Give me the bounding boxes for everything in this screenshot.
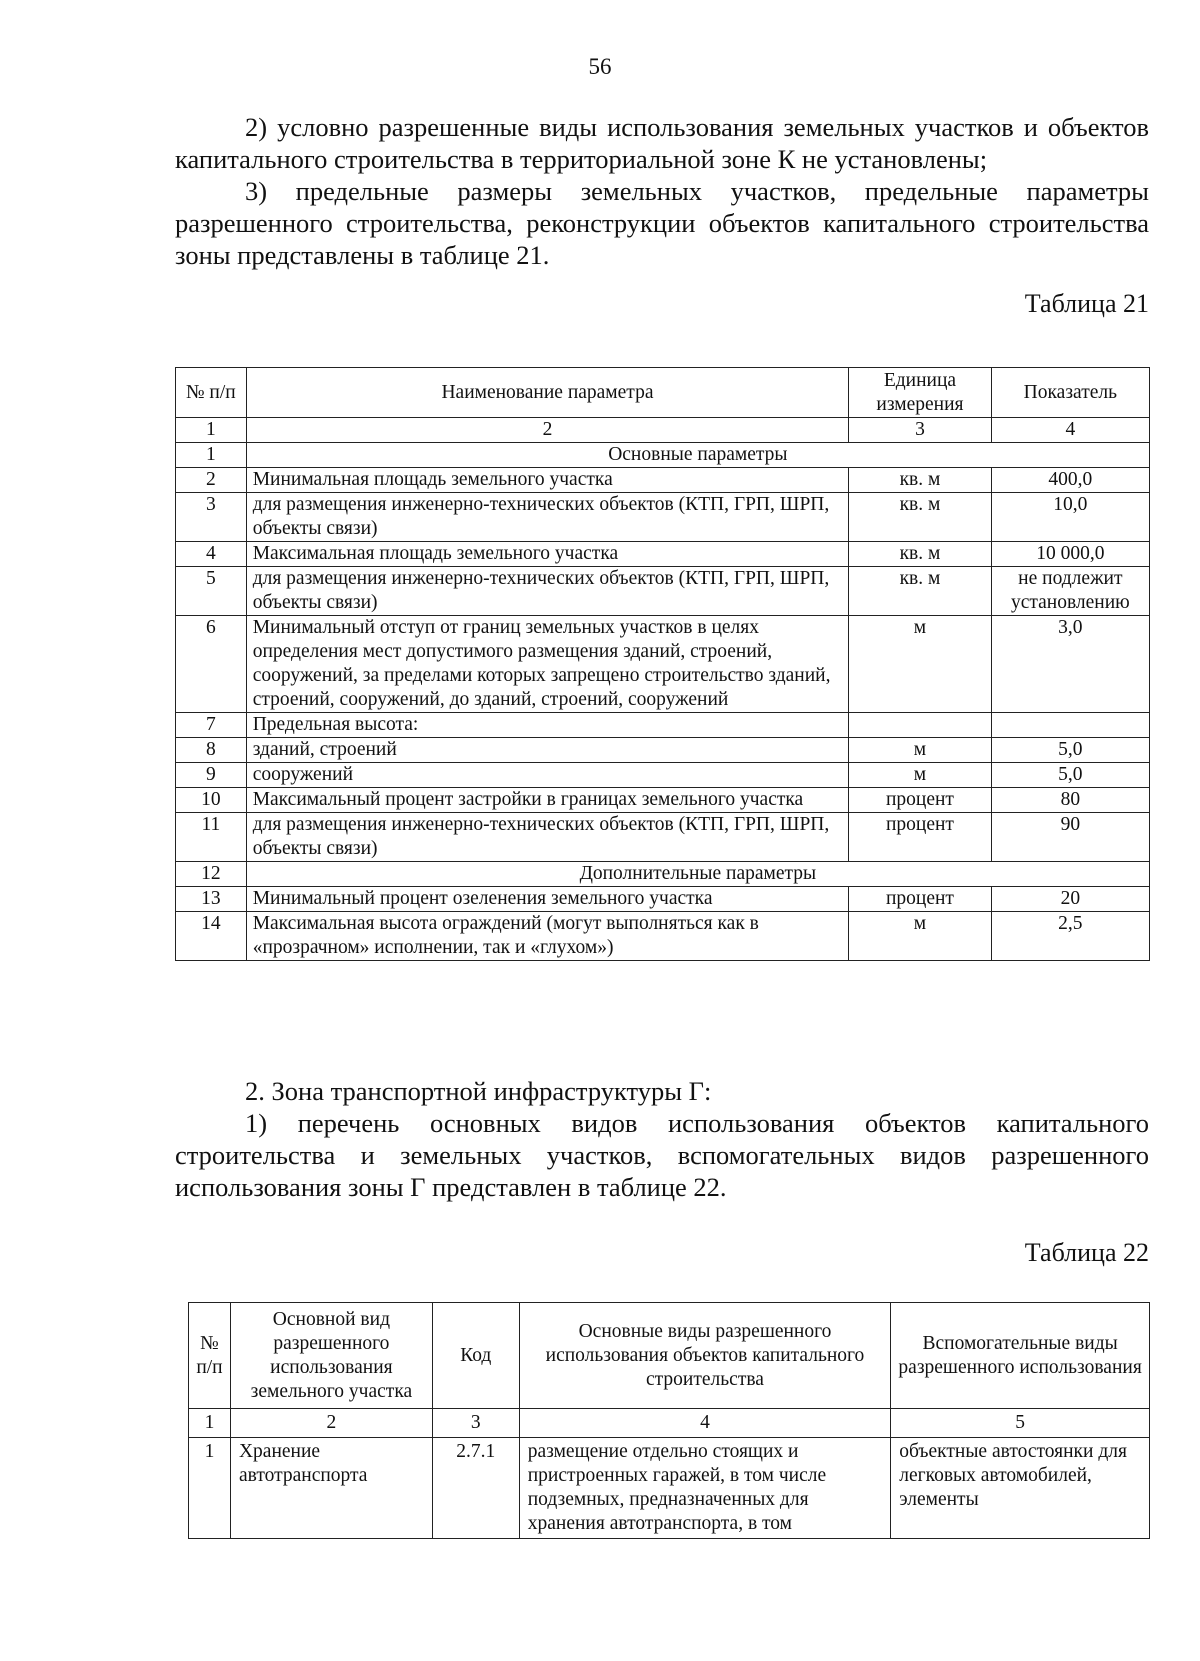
row-name: Максимальный процент застройки в границах земельного участка: [246, 788, 849, 813]
table-row: [176, 713, 1150, 738]
row-unit: [849, 713, 991, 738]
row-num: 1: [176, 443, 247, 468]
column-number: 2: [230, 1409, 432, 1438]
row-unit: м: [849, 763, 991, 788]
column-number-row: [189, 1409, 1150, 1438]
table-row: [176, 912, 1150, 961]
row-aux: объектные автостоянки для легковых автомобилей, элементы: [891, 1438, 1150, 1539]
table-22: [188, 1302, 1150, 1539]
column-number: 4: [519, 1409, 890, 1438]
column-number: 5: [891, 1409, 1150, 1438]
table-header-row: [189, 1303, 1150, 1409]
row-main-type: Хранение автотранспорта: [230, 1438, 432, 1539]
row-name: Минимальный процент озеленения земельного участка: [246, 887, 849, 912]
row-name: Минимальный отступ от границ земельных участков в целях определения мест допустимого размещения зданий, строений, сооружений, за пределами которых запрещено строительство зданий, строений, сооружений, до зданий, строений, сооружений: [246, 616, 849, 713]
table-header-row: [176, 368, 1150, 418]
table-21: [175, 367, 1150, 961]
row-unit: кв. м: [849, 468, 991, 493]
table-row: [176, 788, 1150, 813]
row-name: Максимальная высота ограждений (могут выполняться как в «прозрачном» исполнении, так и «глухом»): [246, 912, 849, 961]
paragraph-item-3: 3) предельные размеры земельных участков, предельные параметры разрешенного строительства, реконструкции объектов капитального строительства зоны представлены в таблице 21.: [175, 176, 1149, 270]
header-unit: Единица измерения: [849, 368, 991, 418]
table-row: [176, 738, 1150, 763]
table-row: [176, 813, 1150, 862]
table-row: [176, 468, 1150, 493]
column-number: 3: [849, 418, 991, 443]
row-unit: процент: [849, 788, 991, 813]
row-unit: кв. м: [849, 542, 991, 567]
table-22-caption: Таблица 22: [1024, 1238, 1149, 1267]
row-main-objects: размещение отдельно стоящих и пристроенных гаражей, в том числе подземных, предназначенных для хранения автотранспорта, в том: [519, 1438, 890, 1539]
row-value: 5,0: [991, 738, 1149, 763]
row-unit: процент: [849, 887, 991, 912]
header-num: № п/п: [189, 1303, 231, 1409]
row-num: 1: [189, 1438, 231, 1539]
row-value: 3,0: [991, 616, 1149, 713]
row-value: не подлежит установлению: [991, 567, 1149, 616]
row-value: 10,0: [991, 493, 1149, 542]
column-number: 1: [176, 418, 247, 443]
row-value: 90: [991, 813, 1149, 862]
row-num: 9: [176, 763, 247, 788]
row-num: 5: [176, 567, 247, 616]
table-row: [176, 887, 1150, 912]
row-name: сооружений: [246, 763, 849, 788]
paragraph-item-2: 2) условно разрешенные виды использования земельных участков и объектов капитального строительства в территориальной зоне К не установлены;: [175, 112, 1149, 174]
row-name: зданий, строений: [246, 738, 849, 763]
row-value: 20: [991, 887, 1149, 912]
row-num: 6: [176, 616, 247, 713]
page-number: 56: [588, 54, 612, 79]
section-2: [175, 1075, 1149, 1203]
row-unit: м: [849, 912, 991, 961]
column-number: 2: [246, 418, 849, 443]
section-heading: Основные параметры: [246, 443, 1149, 468]
row-num: 4: [176, 542, 247, 567]
table-row: [176, 443, 1150, 468]
section-2-paragraph-1: 1) перечень основных видов использования объектов капитального строительства и земельных участков, вспомогательных видов разрешенного использования зоны Г представлен в таблице 22.: [175, 1108, 1149, 1202]
table-row: [176, 493, 1150, 542]
row-value: 2,5: [991, 912, 1149, 961]
row-value: 10 000,0: [991, 542, 1149, 567]
row-unit: кв. м: [849, 567, 991, 616]
row-unit: кв. м: [849, 493, 991, 542]
row-num: 7: [176, 713, 247, 738]
row-name: для размещения инженерно-технических объектов (КТП, ГРП, ШРП, объекты связи): [246, 567, 849, 616]
row-name: Предельная высота:: [246, 713, 849, 738]
row-num: 2: [176, 468, 247, 493]
row-num: 14: [176, 912, 247, 961]
table-row: [176, 616, 1150, 713]
row-num: 11: [176, 813, 247, 862]
row-num: 12: [176, 862, 247, 887]
row-value: 5,0: [991, 763, 1149, 788]
row-name: Минимальная площадь земельного участка: [246, 468, 849, 493]
table-21-caption: Таблица 21: [1024, 289, 1149, 318]
header-aux: Вспомогательные виды разрешенного использования: [891, 1303, 1150, 1409]
row-num: 13: [176, 887, 247, 912]
column-number-row: [176, 418, 1150, 443]
column-number: 4: [991, 418, 1149, 443]
row-code: 2.7.1: [432, 1438, 519, 1539]
row-unit: процент: [849, 813, 991, 862]
row-value: 80: [991, 788, 1149, 813]
row-value: [991, 713, 1149, 738]
header-num: № п/п: [176, 368, 247, 418]
row-num: 3: [176, 493, 247, 542]
row-unit: м: [849, 616, 991, 713]
header-main-objects: Основные виды разрешенного использования объектов капитального строительства: [519, 1303, 890, 1409]
row-name: для размещения инженерно-технических объектов (КТП, ГРП, ШРП, объекты связи): [246, 493, 849, 542]
column-number: 3: [432, 1409, 519, 1438]
row-unit: м: [849, 738, 991, 763]
table-row: [176, 542, 1150, 567]
intro-paragraphs: [175, 111, 1149, 271]
row-name: Максимальная площадь земельного участка: [246, 542, 849, 567]
section-heading: Дополнительные параметры: [246, 862, 1149, 887]
table-row: [176, 763, 1150, 788]
column-number: 1: [189, 1409, 231, 1438]
row-value: 400,0: [991, 468, 1149, 493]
table-row: [176, 862, 1150, 887]
row-name: для размещения инженерно-технических объектов (КТП, ГРП, ШРП, объекты связи): [246, 813, 849, 862]
header-name: Наименование параметра: [246, 368, 849, 418]
table-row: [176, 567, 1150, 616]
table-row: [189, 1438, 1150, 1539]
header-code: Код: [432, 1303, 519, 1409]
row-num: 10: [176, 788, 247, 813]
row-num: 8: [176, 738, 247, 763]
header-main-type: Основной вид разрешенного использования земельного участка: [230, 1303, 432, 1409]
header-value: Показатель: [991, 368, 1149, 418]
section-2-title: 2. Зона транспортной инфраструктуры Г:: [245, 1076, 712, 1106]
